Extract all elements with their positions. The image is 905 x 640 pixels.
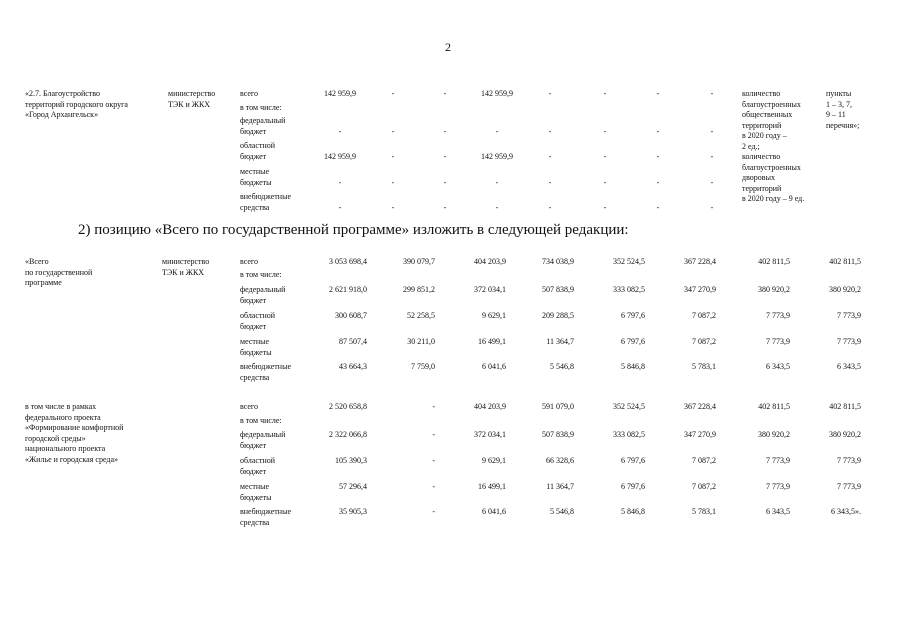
value-cell: -: [603, 89, 607, 98]
indicator-line: благоустроенных: [742, 99, 801, 109]
value-cell: 5 546,8: [550, 507, 574, 516]
row-label: бюджет: [240, 440, 267, 450]
value-cell: 3 053 698,4: [329, 257, 367, 266]
value-cell: 352 524,5: [613, 402, 645, 411]
value-cell: 347 270,9: [684, 285, 716, 294]
executor-line: ТЭК и ЖКХ: [162, 267, 205, 277]
value-cell: 87 507,4: [339, 337, 367, 346]
value-cell: -: [710, 151, 714, 161]
value-cell: 7 087,2: [692, 337, 716, 346]
value-cell: 507 838,9: [542, 285, 574, 294]
value-cell: -: [548, 202, 552, 212]
value-cell: -: [391, 202, 395, 212]
row-label: областной: [240, 311, 276, 320]
row-label: местные: [240, 337, 270, 346]
block-title-line: программе: [25, 278, 62, 287]
row-label: бюджет: [240, 466, 267, 476]
value-cell: -: [443, 126, 447, 136]
points-line: 9 – 11: [826, 110, 846, 119]
value-cell: -: [443, 151, 447, 161]
value-cell: 7 773,9: [766, 482, 790, 491]
value-cell: 30 211,0: [407, 337, 435, 346]
row-label: в том числе:: [240, 270, 282, 279]
value-cell: 9 629,1: [482, 311, 506, 320]
value-cell: 367 228,4: [684, 257, 716, 266]
indicator-line: территорий: [742, 183, 782, 193]
value-cell: 7 773,9: [766, 311, 790, 320]
value-cell: 6 797,6: [621, 337, 645, 346]
value-cell: 43 664,3: [339, 362, 367, 371]
row-label: местные: [240, 482, 270, 491]
value-cell: 734 038,9: [542, 257, 574, 266]
value-cell: -: [548, 177, 552, 187]
value-cell: -: [710, 89, 714, 98]
row-label: федеральный: [240, 430, 286, 439]
row-label: в том числе:: [240, 103, 282, 112]
row-label: бюджет: [240, 295, 267, 305]
value-cell: -: [495, 202, 499, 212]
value-cell: -: [495, 177, 499, 187]
value-cell: 352 524,5: [613, 257, 645, 266]
value-cell: -: [656, 126, 660, 136]
block-title-line: «Формирование комфортной: [25, 423, 124, 432]
block-title-line: «Всего: [25, 257, 49, 266]
value-cell: -: [656, 151, 660, 161]
block-title-line: в том числе в рамках: [25, 402, 97, 411]
value-cell: -: [603, 151, 607, 161]
row-label: внебюджетные: [240, 362, 291, 371]
points-line: пункты: [826, 89, 852, 98]
points-line: 1 – 3, 7,: [826, 99, 852, 109]
block-title-line: «Жилье и городская среда»: [25, 454, 119, 464]
value-cell: 347 270,9: [684, 430, 716, 439]
indicator-line: в 2020 году – 9 ед.: [742, 194, 805, 203]
value-cell: 7 087,2: [692, 456, 716, 465]
value-cell: 6 343,5: [766, 362, 790, 371]
value-cell: -: [603, 177, 607, 187]
value-cell: -: [710, 126, 714, 136]
row-label: бюджеты: [240, 177, 272, 187]
block-title-line: по государственной: [25, 267, 93, 277]
item-title-line: территорий городского округа: [25, 99, 128, 109]
value-cell: 6 797,6: [621, 311, 645, 320]
value-cell: -: [656, 177, 660, 187]
item-title-line: «Город Архангельск»: [25, 110, 99, 119]
value-cell: 105 390,3: [335, 456, 367, 465]
value-cell: 142 959,9: [324, 89, 356, 98]
value-cell: -: [432, 456, 435, 465]
value-cell: 6 343,5».: [831, 507, 861, 516]
value-cell: -: [656, 89, 660, 98]
row-label: бюджет: [240, 151, 267, 161]
row-label: средства: [240, 202, 270, 212]
value-cell: -: [443, 89, 447, 98]
row-label: внебюджетные: [240, 507, 291, 516]
value-cell: -: [603, 202, 607, 212]
value-cell: -: [495, 126, 499, 136]
value-cell: 35 905,3: [339, 507, 367, 516]
value-cell: -: [443, 177, 447, 187]
value-cell: 404 203,9: [474, 402, 506, 411]
value-cell: -: [391, 89, 395, 98]
indicator-line: количество: [742, 89, 781, 98]
value-cell: 333 082,5: [613, 285, 645, 294]
value-cell: 372 034,1: [474, 430, 506, 439]
row-label: средства: [240, 372, 270, 382]
value-cell: 300 608,7: [335, 311, 367, 320]
indicator-line: в 2020 году –: [742, 131, 787, 140]
value-cell: 142 959,9: [324, 151, 356, 161]
row-label: федеральный: [240, 116, 286, 125]
value-cell: -: [391, 126, 395, 136]
value-cell: 333 082,5: [613, 430, 645, 439]
value-cell: -: [710, 202, 714, 212]
value-cell: 7 773,9: [837, 482, 861, 491]
indicator-line: дворовых: [742, 173, 775, 182]
executor-line: ТЭК и ЖКХ: [168, 99, 211, 109]
value-cell: 6 343,5: [766, 507, 790, 516]
value-cell: 390 079,7: [403, 257, 435, 266]
row-label: местные: [240, 167, 270, 176]
row-label: внебюджетные: [240, 192, 291, 201]
value-cell: 380 920,2: [829, 430, 861, 439]
value-cell: 7 773,9: [837, 456, 861, 465]
value-cell: -: [338, 202, 342, 212]
value-cell: -: [432, 507, 435, 516]
value-cell: 57 296,4: [339, 482, 367, 491]
row-label: бюджет: [240, 126, 267, 136]
value-cell: 2 322 066,8: [329, 430, 367, 439]
value-cell: 7 087,2: [692, 311, 716, 320]
indicator-line: количество: [742, 152, 781, 161]
indicator-line: общественных: [742, 110, 793, 119]
item-title-line: «2.7. Благоустройство: [25, 89, 101, 98]
row-label: всего: [240, 402, 259, 411]
value-cell: 380 920,2: [829, 285, 861, 294]
value-cell: 7 087,2: [692, 482, 716, 491]
value-cell: 402 811,5: [758, 402, 790, 411]
row-label: областной: [240, 456, 276, 465]
value-cell: 380 920,2: [758, 430, 790, 439]
value-cell: 16 499,1: [478, 482, 506, 491]
row-label: областной: [240, 141, 276, 150]
indicator-line: 2 ед.;: [742, 141, 760, 151]
value-cell: 2 520 658,8: [329, 402, 367, 411]
value-cell: 5 783,1: [692, 507, 716, 516]
value-cell: 5 783,1: [692, 362, 716, 371]
value-cell: -: [548, 151, 552, 161]
value-cell: 11 364,7: [546, 337, 574, 346]
row-label: средства: [240, 517, 270, 527]
value-cell: 402 811,5: [758, 257, 790, 266]
value-cell: -: [443, 202, 447, 212]
value-cell: -: [432, 482, 435, 491]
value-cell: 299 851,2: [403, 285, 435, 294]
value-cell: 507 838,9: [542, 430, 574, 439]
value-cell: 7 773,9: [837, 337, 861, 346]
value-cell: -: [432, 430, 435, 439]
value-cell: 2 621 918,0: [329, 285, 367, 294]
value-cell: 7 773,9: [766, 337, 790, 346]
value-cell: 7 759,0: [411, 362, 435, 371]
value-cell: 367 228,4: [684, 402, 716, 411]
value-cell: 404 203,9: [474, 257, 506, 266]
row-label: федеральный: [240, 285, 286, 294]
value-cell: -: [338, 126, 342, 136]
row-label: всего: [240, 89, 259, 98]
value-cell: 209 288,5: [542, 311, 574, 320]
row-label: в том числе:: [240, 416, 282, 425]
value-cell: -: [391, 177, 395, 187]
indicator-line: территорий: [742, 120, 782, 130]
value-cell: 5 546,8: [550, 362, 574, 371]
value-cell: -: [432, 402, 435, 411]
value-cell: -: [391, 151, 395, 161]
value-cell: 142 959,9: [481, 89, 513, 98]
value-cell: 380 920,2: [758, 285, 790, 294]
value-cell: 6 797,6: [621, 456, 645, 465]
value-cell: 9 629,1: [482, 456, 506, 465]
value-cell: 6 041,6: [482, 507, 506, 516]
value-cell: 402 811,5: [829, 402, 861, 411]
indicator-line: благоустроенных: [742, 162, 801, 172]
value-cell: 6 343,5: [837, 362, 861, 371]
value-cell: -: [710, 177, 714, 187]
value-cell: 591 079,0: [542, 402, 574, 411]
row-label: всего: [240, 257, 259, 266]
value-cell: 142 959,9: [481, 151, 513, 161]
page-number: 2: [445, 40, 451, 54]
section-heading: 2) позицию «Всего по государственной программе» изложить в следующей редакции:: [78, 222, 629, 238]
value-cell: -: [603, 126, 607, 136]
block-title-line: национального проекта: [25, 444, 106, 453]
value-cell: -: [656, 202, 660, 212]
value-cell: 52 258,5: [407, 311, 435, 320]
value-cell: 5 846,8: [621, 362, 645, 371]
value-cell: -: [548, 89, 552, 98]
value-cell: 372 034,1: [474, 285, 506, 294]
value-cell: 66 328,6: [546, 456, 574, 465]
block-title-line: городской среды»: [25, 433, 86, 443]
value-cell: 6 797,6: [621, 482, 645, 491]
block-title-line: федерального проекта: [25, 412, 101, 422]
executor-line: министерство: [162, 257, 210, 266]
value-cell: 11 364,7: [546, 482, 574, 491]
executor-line: министерство: [168, 89, 216, 98]
value-cell: 402 811,5: [829, 257, 861, 266]
value-cell: 7 773,9: [766, 456, 790, 465]
row-label: бюджеты: [240, 347, 272, 357]
row-label: бюджеты: [240, 492, 272, 502]
row-label: бюджет: [240, 321, 267, 331]
value-cell: -: [338, 177, 342, 187]
value-cell: 5 846,8: [621, 507, 645, 516]
value-cell: 6 041,6: [482, 362, 506, 371]
points-line: перечня»;: [826, 120, 860, 130]
value-cell: -: [548, 126, 552, 136]
value-cell: 16 499,1: [478, 337, 506, 346]
value-cell: 7 773,9: [837, 311, 861, 320]
